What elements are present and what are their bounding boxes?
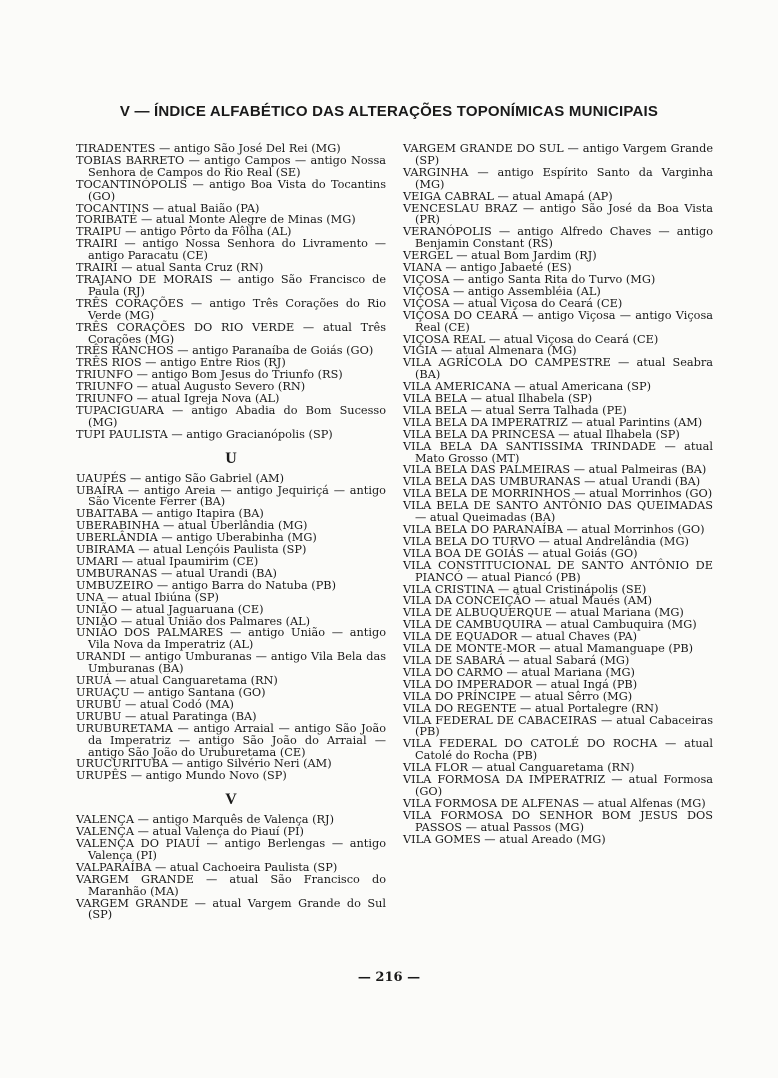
index-entry: VEIGA CABRAL — atual Amapá (AP) <box>403 189 613 203</box>
index-entry: VILA BELA DAS PALMEIRAS — atual Palmeiras (BA) <box>403 463 707 477</box>
index-entry: VILA AGRÍCOLA DO CAMPESTRE — atual Seabra (BA) <box>403 356 713 382</box>
index-entry: VENCESLAU BRAZ — antigo São José da Boa Vista (PR) <box>403 201 713 227</box>
index-entry: VIÇOSA — atual Viçosa do Ceará (CE) <box>403 296 623 310</box>
index-entry: TRÊS RIOS — antigo Entre Rios (RJ) <box>76 356 286 370</box>
index-entry: VIÇOSA DO CEARÁ — antigo Viçosa — antigo Viçosa Real (CE) <box>403 308 713 334</box>
index-entry: TRAIRI — atual Santa Cruz (RN) <box>76 261 264 275</box>
index-entry: VILA CRISTINA — atual Cristinápolis (SE) <box>403 582 647 596</box>
index-entry: TRAJANO DE MORAIS — antigo São Francisco de Paula (RJ) <box>76 272 386 298</box>
index-entry: UMBURANAS — atual Urandi (BA) <box>76 566 277 580</box>
index-entry: VARGEM GRANDE — atual São Francisco do Maranhão (MA) <box>76 872 386 898</box>
index-entry: UAUPÉS — antigo São Gabriel (AM) <box>76 471 285 485</box>
index-entry: TOCANTINS — atual Baião (PA) <box>76 201 260 215</box>
index-entry: VILA BELA DA SANTISSIMA TRINDADE — atual Mato Grosso (MT) <box>403 439 713 465</box>
index-entry: VILA GOMES — atual Areado (MG) <box>403 832 606 846</box>
index-entry: VILA FLOR — atual Canguaretama (RN) <box>403 761 635 775</box>
index-entry: UNIÃO — atual Jaguaruana (CE) <box>76 602 264 616</box>
index-entry: VILA BELA DA PRINCESA — atual Ilhabela (SP) <box>403 427 680 441</box>
index-entry: UMBUZEIRO — antigo Barra do Natuba (PB) <box>76 578 336 592</box>
index-entry: VILA FORMOSA DE ALFENAS — atual Alfenas (MG) <box>403 796 706 810</box>
index-entry: VILA BELA DAS UMBURANAS — atual Urandi (BA) <box>403 475 701 489</box>
index-entry: VILA BELA DE MORRINHOS — atual Morrinhos (GO) <box>403 487 713 501</box>
index-entry: VILA DE SABARÁ — atual Sabará (MG) <box>403 653 630 667</box>
page-title: V — ÍNDICE ALFABÉTICO DAS ALTERAÇÕES TOPONÍMICAS MUNICIPAIS <box>119 103 659 120</box>
index-entry: VIÇOSA REAL — atual Viçosa do Ceará (CE) <box>403 332 659 346</box>
index-entry: UBIRAMA — atual Lençóis Paulista (SP) <box>76 543 307 557</box>
index-entry: URUBURETAMA — antigo Arraial — antigo São João da Imperatriz — antigo São João do Arraial — antigo São João do Uruburetama (CE) <box>76 721 386 759</box>
index-entry: VERANÓPOLIS — antigo Alfredo Chaves — antigo Benjamin Constant (RS) <box>403 225 713 251</box>
section-letter: V <box>225 791 237 809</box>
index-entry: TIRADENTES — antigo São José Del Rei (MG) <box>76 142 341 155</box>
index-entry: VILA DE EQUADOR — atual Chaves (PA) <box>403 630 638 644</box>
index-entry: TRIUNFO — antigo Bom Jesus do Triunfo (RS) <box>76 368 343 382</box>
index-entry: URANDI — antigo Umburanas — antigo Vila Bela das Umburanas (BA) <box>76 650 386 676</box>
index-entry: VILA FEDERAL DE CABACEIRAS — atual Cabaceiras (PB) <box>403 713 713 739</box>
index-entry: VIÇOSA — antigo Assembléia (AL) <box>403 284 601 298</box>
index-entry: VILA FORMOSA DO SENHOR BOM JESUS DOS PASSOS — atual Passos (MG) <box>403 808 713 834</box>
index-entry: UMARI — atual Ipaumirim (CE) <box>76 555 259 568</box>
index-entry: TOBIAS BARRETO — antigo Campos — antigo Nossa Senhora de Campos do Rio Real (SE) <box>76 153 386 179</box>
index-entry: TRÊS RANCHOS — antigo Paranaíba de Goiás (GO) <box>76 344 374 358</box>
index-entry: VILA DA CONCEIÇÃO — atual Maués (AM) <box>403 594 653 608</box>
left-column <box>76 143 386 921</box>
index-entry: VILA DO REGENTE — atual Portalegre (RN) <box>403 701 659 715</box>
index-entry: VIGIA — atual Almenara (MG) <box>403 344 577 358</box>
index-entry: VILA BOA DE GOIÁS — atual Goiás (GO) <box>403 546 638 560</box>
index-entry: VILA BELA DO TURVO — atual Andrelândia (MG) <box>403 534 689 548</box>
index-entry: VILA BELA DE SANTO ANTÔNIO DAS QUEIMADAS — atual Queimadas (BA) <box>403 499 713 525</box>
index-entry: URUAÇU — antigo Santana (GO) <box>76 685 266 699</box>
index-entry: VILA DE ALBUQUERQUE — atual Mariana (MG) <box>403 606 684 620</box>
index-entry: TRIUNFO — atual Igreja Nova (AL) <box>76 392 280 406</box>
index-entry: VILA DE CAMBUQUIRA — atual Cambuquira (MG) <box>403 618 697 632</box>
index-entry: VILA BELA — atual Ilhabela (SP) <box>403 392 593 406</box>
index-entry: TOCANTINÓPOLIS — antigo Boa Vista do Tocantins (GO) <box>76 177 386 203</box>
index-entry: UBERABINHA — atual Uberlândia (MG) <box>76 519 308 533</box>
index-entry: VARGEM GRANDE DO SUL — antigo Vargem Grande (SP) <box>403 142 713 167</box>
index-entry: UNIÃO — atual União dos Palmares (AL) <box>76 614 311 628</box>
index-entry: VILA DO IMPERADOR — atual Ingá (PB) <box>403 677 638 691</box>
index-entry: VILA DO CARMO — atual Mariana (MG) <box>403 665 635 679</box>
index-entry: VILA AMERICANA — atual Americana (SP) <box>403 380 652 394</box>
index-entry: TRÊS CORAÇÕES DO RIO VERDE — atual Três Corações (MG) <box>76 320 386 346</box>
index-entry: VALPARAÍBA — atual Cachoeira Paulista (SP) <box>76 860 338 874</box>
index-entry: URUPÊS — antigo Mundo Novo (SP) <box>76 769 287 783</box>
index-entry: TRAIRI — antigo Nossa Senhora do Livramento — antigo Paracatu (CE) <box>76 237 386 263</box>
index-entry: VILA FORMOSA DA IMPERATRIZ — atual Formosa (GO) <box>403 773 713 798</box>
index-entry: UBAÍRA — antigo Areia — antigo Jequiriçá — antigo São Vicente Ferrer (BA) <box>76 483 386 509</box>
page-number: — 216 — <box>357 970 421 985</box>
index-entry: UBAITABA — antigo Itapira (BA) <box>76 507 264 521</box>
index-entry: TUPI PAULISTA — antigo Gracianópolis (SP) <box>76 427 333 441</box>
index-entry: VILA BELA — atual Serra Talhada (PE) <box>403 403 627 417</box>
index-entry: VARGINHA — antigo Espírito Santo da Varginha (MG) <box>403 165 713 191</box>
index-entry: VILA FEDERAL DO CATOLÉ DO ROCHA — atual Catolé do Rocha (PB) <box>403 737 713 763</box>
index-entry: URUCURITUBA — antigo Silvério Neri (AM) <box>76 757 332 771</box>
index-entry: VALENÇA — atual Valença do Piauí (PI) <box>76 825 304 839</box>
index-entry: TRAIPU — antigo Pôrto da Fôlha (AL) <box>76 225 292 239</box>
index-entry: VARGEM GRANDE — atual Vargem Grande do Sul (SP) <box>76 896 386 922</box>
index-entry: TORIBATÉ — atual Monte Alegre de Minas (MG) <box>76 213 356 227</box>
section-letter: U <box>225 449 237 467</box>
index-entry: VILA BELA DO PARANAÍBA — atual Morrinhos (GO) <box>403 523 705 536</box>
index-entry: VALENÇA — antigo Marquês de Valença (RJ) <box>76 813 334 827</box>
index-entry: TRÊS CORAÇÕES — antigo Três Corações do Rio Verde (MG) <box>76 296 386 322</box>
index-entry: VERGEL — atual Bom Jardim (RJ) <box>403 249 597 263</box>
index-entry: VILA DO PRÍNCIPE — atual Sêrro (MG) <box>403 689 633 703</box>
index-entry: TUPACIGUARA — antigo Abadia do Bom Sucesso (MG) <box>76 403 386 429</box>
right-column <box>403 143 713 845</box>
index-entry: TRIUNFO — atual Augusto Severo (RN) <box>76 380 306 394</box>
index-entry: URUÁ — atual Canguaretama (RN) <box>76 674 278 688</box>
index-entry: VILA DE MONTE-MOR — atual Mamanguape (PB) <box>403 642 694 656</box>
index-entry: VILA BELA DA IMPERATRIZ — atual Parintins (AM) <box>403 415 703 429</box>
index-entry: URUBU — atual Paratinga (BA) <box>76 709 257 723</box>
index-entry: UNA — atual Ibiúna (SP) <box>76 590 219 604</box>
index-entry: UBERLÂNDIA — antigo Uberabinha (MG) <box>76 531 317 545</box>
index-entry: UNIÃO DOS PALMARES — antigo União — antigo Vila Nova da Imperatriz (AL) <box>76 626 386 652</box>
index-entry: VALENÇA DO PIAUÍ — antigo Berlengas — antigo Valença (PI) <box>76 837 386 862</box>
index-entry: VIANA — antigo Jabaeté (ES) <box>403 261 572 275</box>
index-entry: VIÇOSA — antigo Santa Rita do Turvo (MG) <box>403 272 656 286</box>
index-entry: VILA CONSTITUCIONAL DE SANTO ANTÔNIO DE PIANCÓ — atual Piancó (PB) <box>403 558 713 584</box>
index-entry: URUBU — atual Codó (MA) <box>76 697 234 711</box>
